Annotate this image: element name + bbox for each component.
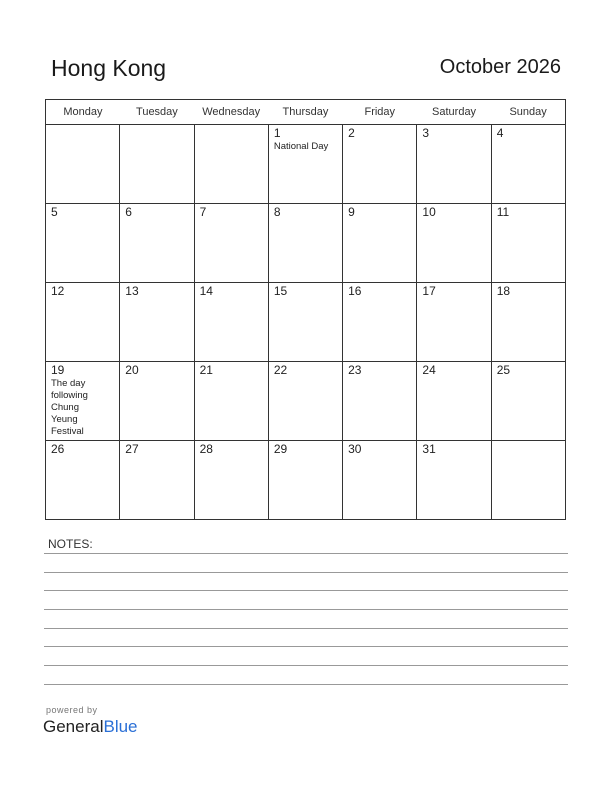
day-number: 22 (273, 363, 288, 377)
region-title: Hong Kong (51, 55, 167, 81)
day-cell (194, 441, 268, 520)
day-cell (417, 125, 491, 204)
day-cell (194, 362, 268, 441)
day-cell (120, 362, 194, 441)
weekday-saturday: Saturday (417, 100, 491, 125)
weekday-sunday: Sunday (491, 100, 565, 125)
day-number: 23 (348, 363, 362, 377)
day-number: 4 (496, 126, 504, 140)
day-cell (491, 204, 565, 283)
day-cell (120, 441, 194, 520)
weekday-header-row (46, 100, 566, 125)
day-cell (194, 283, 268, 362)
day-number: 6 (125, 205, 132, 219)
day-cell (120, 125, 194, 204)
week-row (46, 125, 566, 204)
day-number: 5 (51, 205, 58, 219)
day-cell (46, 362, 120, 441)
day-number: 17 (422, 284, 436, 298)
day-number: 26 (51, 442, 65, 456)
day-cell (268, 204, 342, 283)
day-cell (417, 283, 491, 362)
note-line[interactable] (44, 628, 568, 629)
brand-blue: Blue (103, 717, 138, 736)
day-number: 1 (273, 126, 281, 140)
day-number: 19 (51, 363, 65, 377)
day-cell (417, 362, 491, 441)
day-number: 25 (496, 363, 511, 377)
note-line[interactable] (44, 572, 568, 573)
day-cell (268, 441, 342, 520)
day-cell (491, 441, 565, 520)
note-line[interactable] (44, 609, 568, 610)
day-number: 12 (51, 284, 65, 298)
weekday-wednesday: Wednesday (194, 100, 268, 125)
day-number: 8 (273, 205, 281, 219)
day-cell (46, 125, 120, 204)
day-number: 30 (348, 442, 362, 456)
week-row (46, 283, 566, 362)
day-cell (491, 283, 565, 362)
day-number: 27 (125, 442, 139, 456)
weekday-friday: Friday (343, 100, 417, 125)
week-row (46, 204, 566, 283)
month-year-title: October 2026 (439, 56, 561, 78)
day-cell (491, 362, 565, 441)
day-number: 10 (422, 205, 436, 219)
day-number: 20 (125, 363, 139, 377)
day-number: 7 (199, 205, 207, 219)
day-cell (46, 441, 120, 520)
day-number: 31 (422, 442, 436, 456)
generalblue-logo[interactable] (43, 717, 138, 737)
day-cell (46, 204, 120, 283)
day-number: 2 (348, 126, 355, 140)
day-cell (343, 204, 417, 283)
day-number: 29 (273, 442, 288, 456)
day-cell (46, 283, 120, 362)
day-number: 3 (422, 126, 430, 140)
day-cell (268, 362, 342, 441)
day-cell (194, 125, 268, 204)
day-number: 13 (125, 284, 139, 298)
note-line[interactable] (44, 665, 568, 666)
weekday-thursday: Thursday (268, 100, 342, 125)
note-line[interactable] (44, 684, 568, 685)
week-row (46, 362, 566, 441)
day-cell (194, 204, 268, 283)
week-row (46, 441, 566, 520)
day-cell (343, 362, 417, 441)
day-number: 16 (348, 284, 362, 298)
day-number: 14 (199, 284, 213, 298)
weekday-tuesday: Tuesday (120, 100, 194, 125)
day-cell (343, 283, 417, 362)
day-number: 21 (199, 363, 213, 377)
day-number: 9 (348, 205, 355, 219)
day-cell (491, 125, 565, 204)
day-number: 24 (422, 363, 436, 377)
day-number: 18 (496, 284, 511, 298)
holiday-label: The day following Chung Yeung Festival (51, 378, 88, 437)
brand-general: General (43, 717, 104, 736)
day-cell (120, 283, 194, 362)
day-cell (268, 283, 342, 362)
holiday-label: National Day (273, 141, 329, 152)
day-cell (343, 441, 417, 520)
note-line[interactable] (44, 646, 568, 647)
day-cell (417, 204, 491, 283)
day-number: 11 (496, 205, 510, 219)
calendar-grid (45, 99, 566, 520)
notes-label: NOTES: (48, 537, 93, 551)
day-cell (417, 441, 491, 520)
day-cell (120, 204, 194, 283)
day-number: 28 (199, 442, 213, 456)
note-line[interactable] (44, 590, 568, 591)
weekday-monday: Monday (46, 100, 120, 125)
day-cell (343, 125, 417, 204)
powered-by-text: powered by (46, 705, 98, 715)
note-line[interactable] (44, 553, 568, 554)
day-number: 15 (273, 284, 288, 298)
day-cell (268, 125, 342, 204)
